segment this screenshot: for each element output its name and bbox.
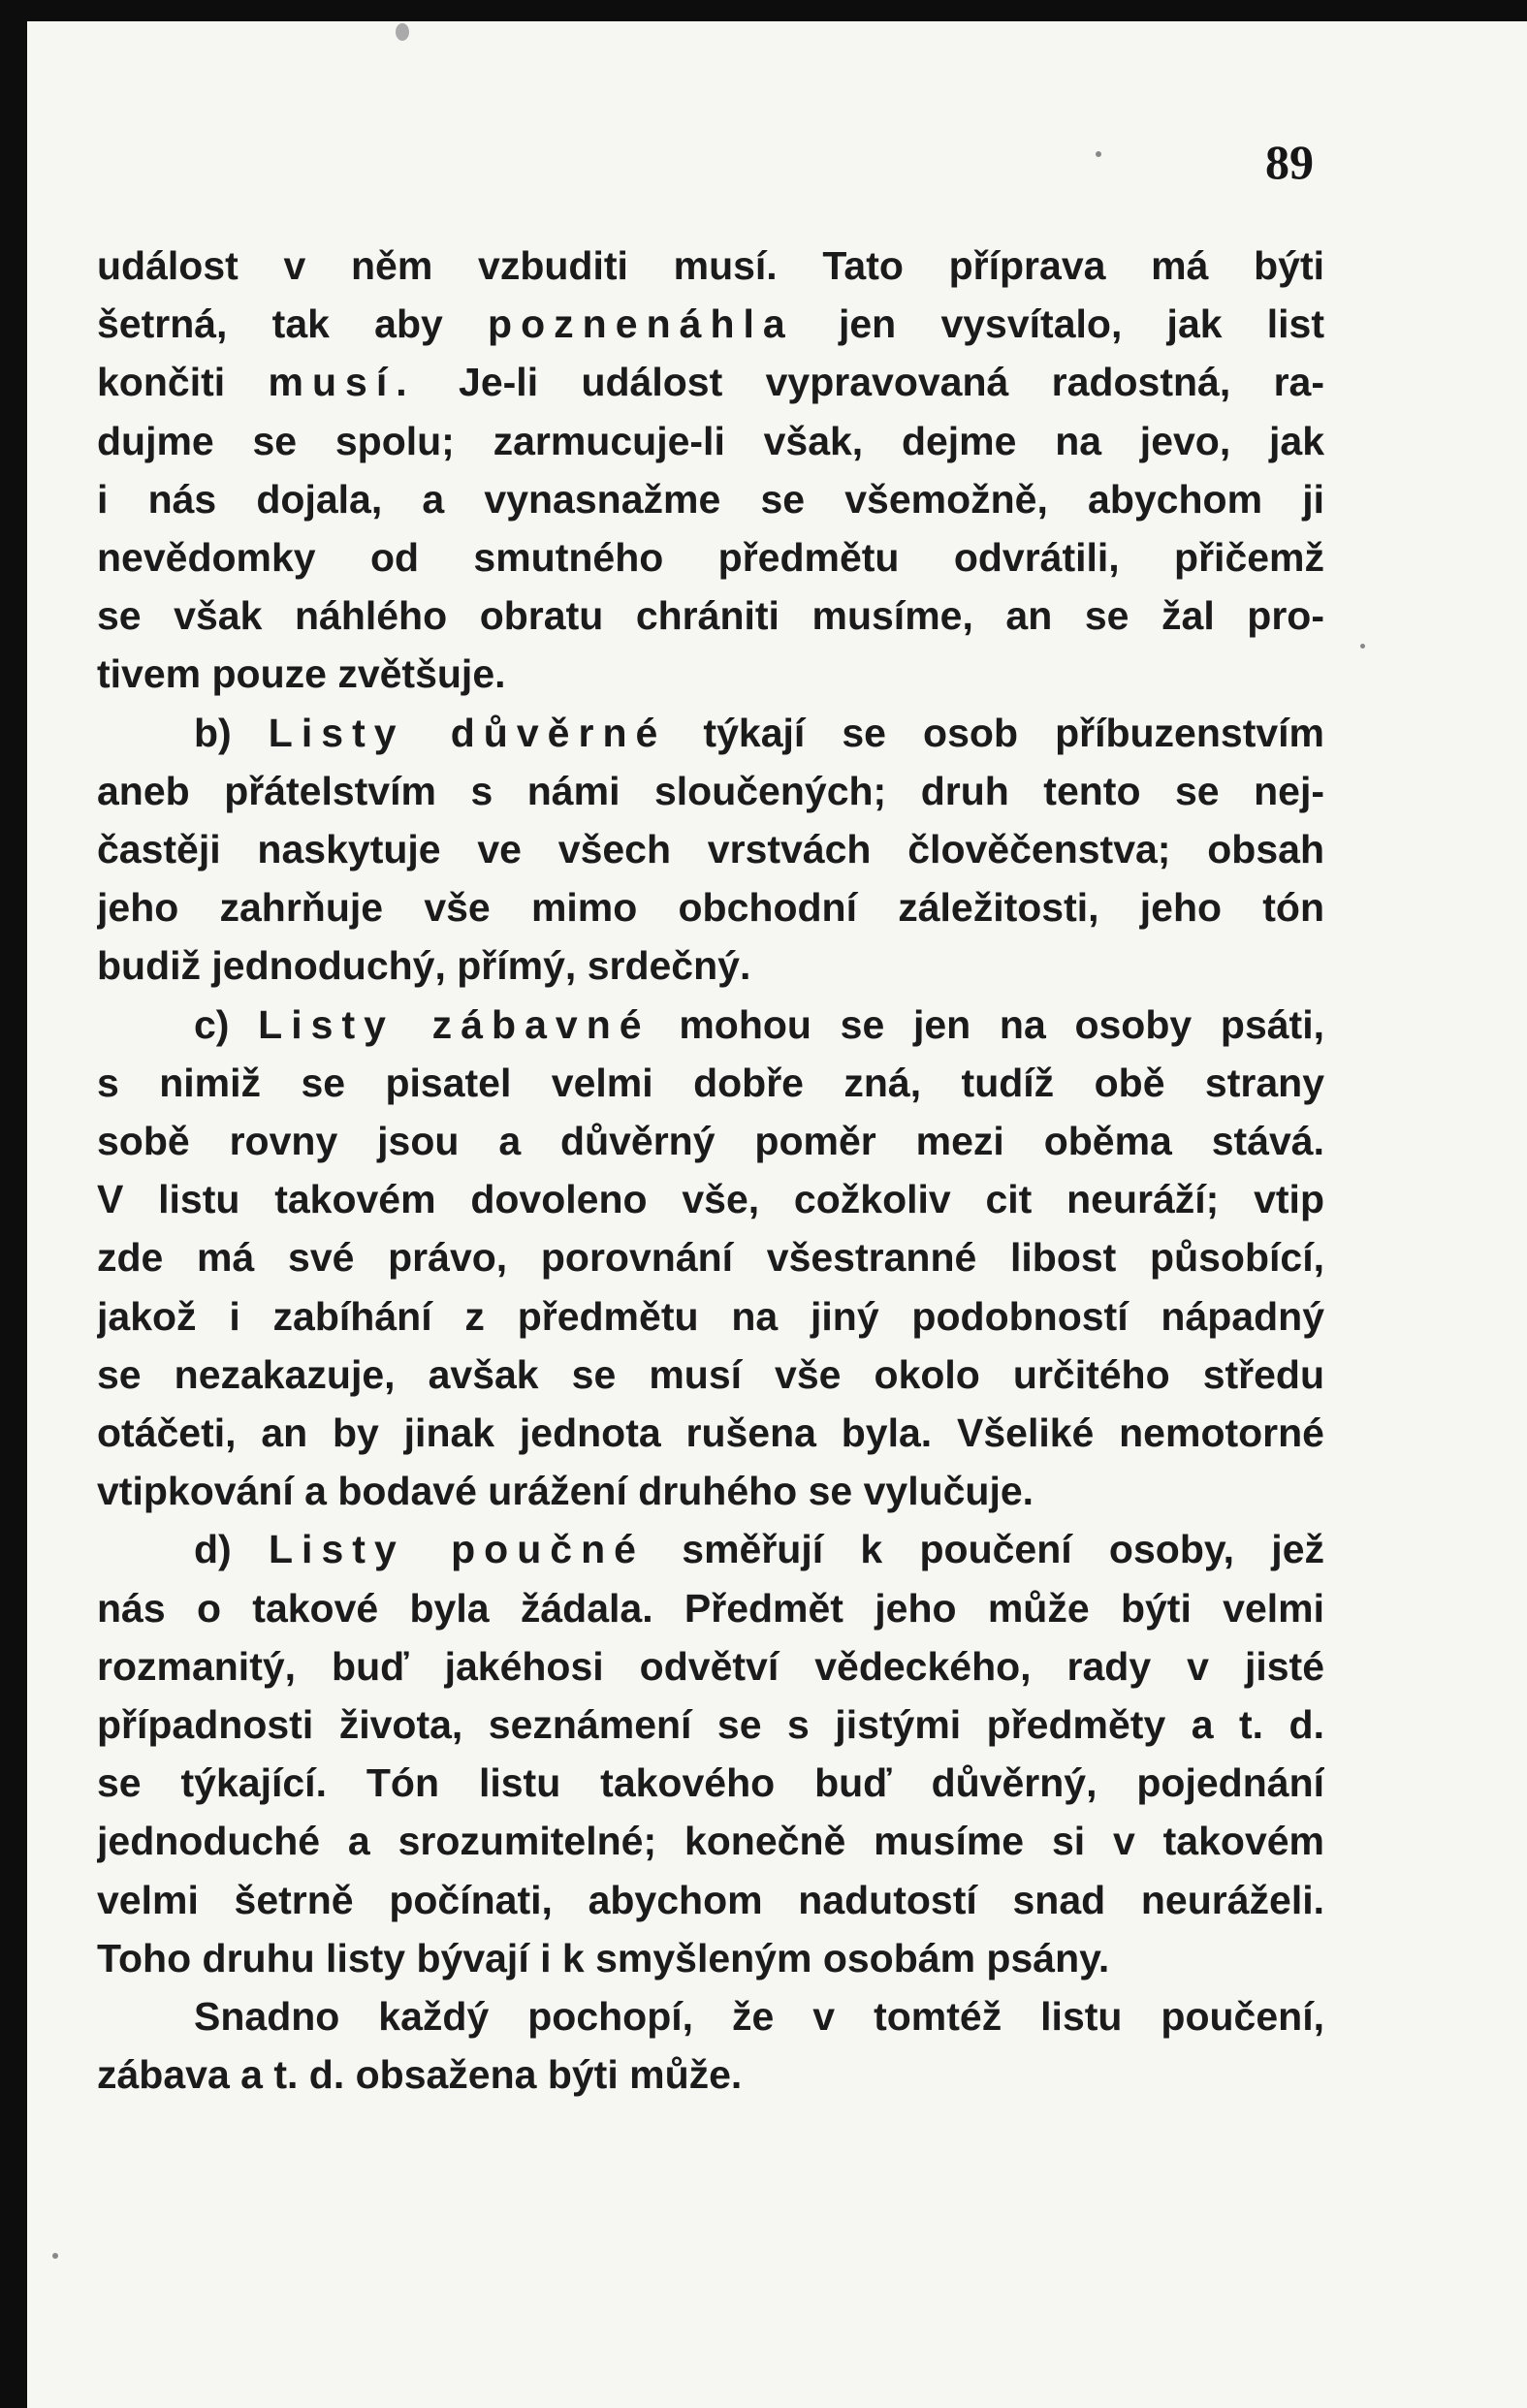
text-run: končiti xyxy=(97,360,269,405)
body-text xyxy=(97,237,1324,2105)
text-line xyxy=(97,1637,1324,1695)
text-line xyxy=(97,470,1324,528)
text-run: týkají se osob příbuzenstvím xyxy=(666,710,1324,755)
text-run: velmi šetrně počínati, abychom nadutostí snad neuráželi. xyxy=(97,1877,1324,1922)
text-run: jeho zahrňuje vše mimo obchodní záležitosti, jeho tón xyxy=(97,885,1324,931)
text-run: směřují k poučení osoby, jež xyxy=(644,1527,1324,1572)
text-run: vtipkování a bodavé urážení druhého se vylučuje. xyxy=(97,1469,1034,1514)
text-line xyxy=(97,1112,1324,1170)
text-line xyxy=(97,586,1324,645)
text-run: zde má své právo, porovnání všestranné libost působící, xyxy=(97,1235,1324,1281)
text-line xyxy=(97,1170,1324,1228)
text-run: častěji naskytuje ve všech vrstvách člověčenstva; obsah xyxy=(97,827,1324,872)
print-speck xyxy=(1096,151,1101,157)
text-line xyxy=(97,1404,1324,1462)
text-line xyxy=(97,1346,1324,1404)
text-run: otáčeti, an by jinak jednota rušena byla. Všeliké nemotorné xyxy=(97,1410,1324,1456)
text-line xyxy=(97,936,1324,995)
text-run: aneb přátelstvím s námi sloučených; druh tento se nej- xyxy=(97,768,1324,813)
text-run: c) xyxy=(194,1001,259,1047)
spaced-emphasis: poznenáhla xyxy=(488,301,794,347)
text-line xyxy=(97,237,1324,295)
text-line xyxy=(97,1579,1324,1637)
text-run: mohou se jen na osoby psáti, xyxy=(650,1001,1324,1047)
text-line xyxy=(97,996,1324,1054)
text-run: V listu takovém dovoleno vše, cožkoliv cit neuráží; vtip xyxy=(97,1177,1324,1222)
text-run: dujme se spolu; zarmucuje-li však, dejme na jevo, jak xyxy=(97,418,1324,463)
text-run: jen vysvítalo, jak list xyxy=(793,301,1324,347)
text-run: jednoduché a srozumitelné; konečně musíme si v takovém xyxy=(97,1819,1324,1864)
text-line xyxy=(97,820,1324,878)
text-line xyxy=(97,1871,1324,1929)
text-line xyxy=(97,1929,1324,1987)
print-speck xyxy=(52,2253,58,2259)
text-run: Je-li událost vypravovaná radostná, ra- xyxy=(415,360,1324,405)
text-run: s nimiž se pisatel velmi dobře zná, tudíž obě strany xyxy=(97,1060,1324,1105)
print-speck xyxy=(396,23,409,41)
text-run: se však náhlého obratu chrániti musíme, an se žal pro- xyxy=(97,593,1324,639)
text-line xyxy=(97,353,1324,411)
text-line xyxy=(97,1462,1324,1520)
text-run: nás o takové byla žádala. Předmět jeho může býti velmi xyxy=(97,1585,1324,1631)
paragraph-b xyxy=(97,704,1324,996)
paragraph-c xyxy=(97,996,1324,1521)
text-line xyxy=(97,878,1324,936)
text-run: Snadno každý pochopí, že v tomtéž listu poučení, xyxy=(194,1994,1324,2040)
text-run: nevědomky od smutného předmětu odvrátili, přičemž xyxy=(97,535,1324,581)
spaced-emphasis: Listy důvěrné xyxy=(268,710,667,755)
text-line xyxy=(97,704,1324,762)
text-line xyxy=(97,1228,1324,1286)
text-run: sobě rovny jsou a důvěrný poměr mezi oběma stává. xyxy=(97,1119,1324,1164)
text-run: případnosti života, seznámení se s jistými předměty a t. d. xyxy=(97,1702,1324,1748)
spaced-emphasis: Listy zábavné xyxy=(258,1001,651,1047)
text-line xyxy=(97,1520,1324,1578)
text-run: d) xyxy=(194,1527,269,1572)
print-speck xyxy=(1360,644,1365,649)
text-run: jakož i zabíhání z předmětu na jiný podobností nápadný xyxy=(97,1293,1324,1339)
page-number: 89 xyxy=(1265,135,1314,189)
spaced-emphasis: musí. xyxy=(268,360,416,405)
text-run: tivem pouze zvětšuje. xyxy=(97,651,506,697)
text-line xyxy=(97,528,1324,586)
text-line xyxy=(97,1054,1324,1112)
text-line xyxy=(97,645,1324,703)
text-run: rozmanitý, buď jakéhosi odvětví vědeckého, rady v jisté xyxy=(97,1643,1324,1689)
paragraph-d xyxy=(97,1520,1324,1987)
text-run: b) xyxy=(194,710,269,755)
text-line xyxy=(97,762,1324,820)
text-line xyxy=(97,1695,1324,1754)
paragraph-intro xyxy=(97,237,1324,704)
text-run: se nezakazuje, avšak se musí vše okolo určitého středu xyxy=(97,1351,1324,1397)
text-run: se týkající. Tón listu takového buď důvěrný, pojednání xyxy=(97,1760,1324,1806)
text-run: i nás dojala, a vynasnažme se všemožně, abychom ji xyxy=(97,476,1324,522)
text-line xyxy=(97,2045,1324,2104)
scanned-page xyxy=(27,21,1527,2408)
text-run: zábava a t. d. obsažena býti může. xyxy=(97,2052,743,2098)
text-line xyxy=(97,1812,1324,1870)
text-run: šetrná, tak aby xyxy=(97,301,489,347)
text-run: událost v něm vzbuditi musí. Tato příprava má býti xyxy=(97,243,1324,288)
text-run: budiž jednoduchý, přímý, srdečný. xyxy=(97,943,751,989)
text-run: Toho druhu listy bývají i k smyšleným osobám psány. xyxy=(97,1935,1110,1980)
spaced-emphasis: Listy poučné xyxy=(268,1527,645,1572)
text-line xyxy=(97,1987,1324,2045)
text-line xyxy=(97,412,1324,470)
text-line xyxy=(97,295,1324,353)
text-line xyxy=(97,1754,1324,1812)
text-line xyxy=(97,1287,1324,1346)
paragraph-closing xyxy=(97,1987,1324,2104)
